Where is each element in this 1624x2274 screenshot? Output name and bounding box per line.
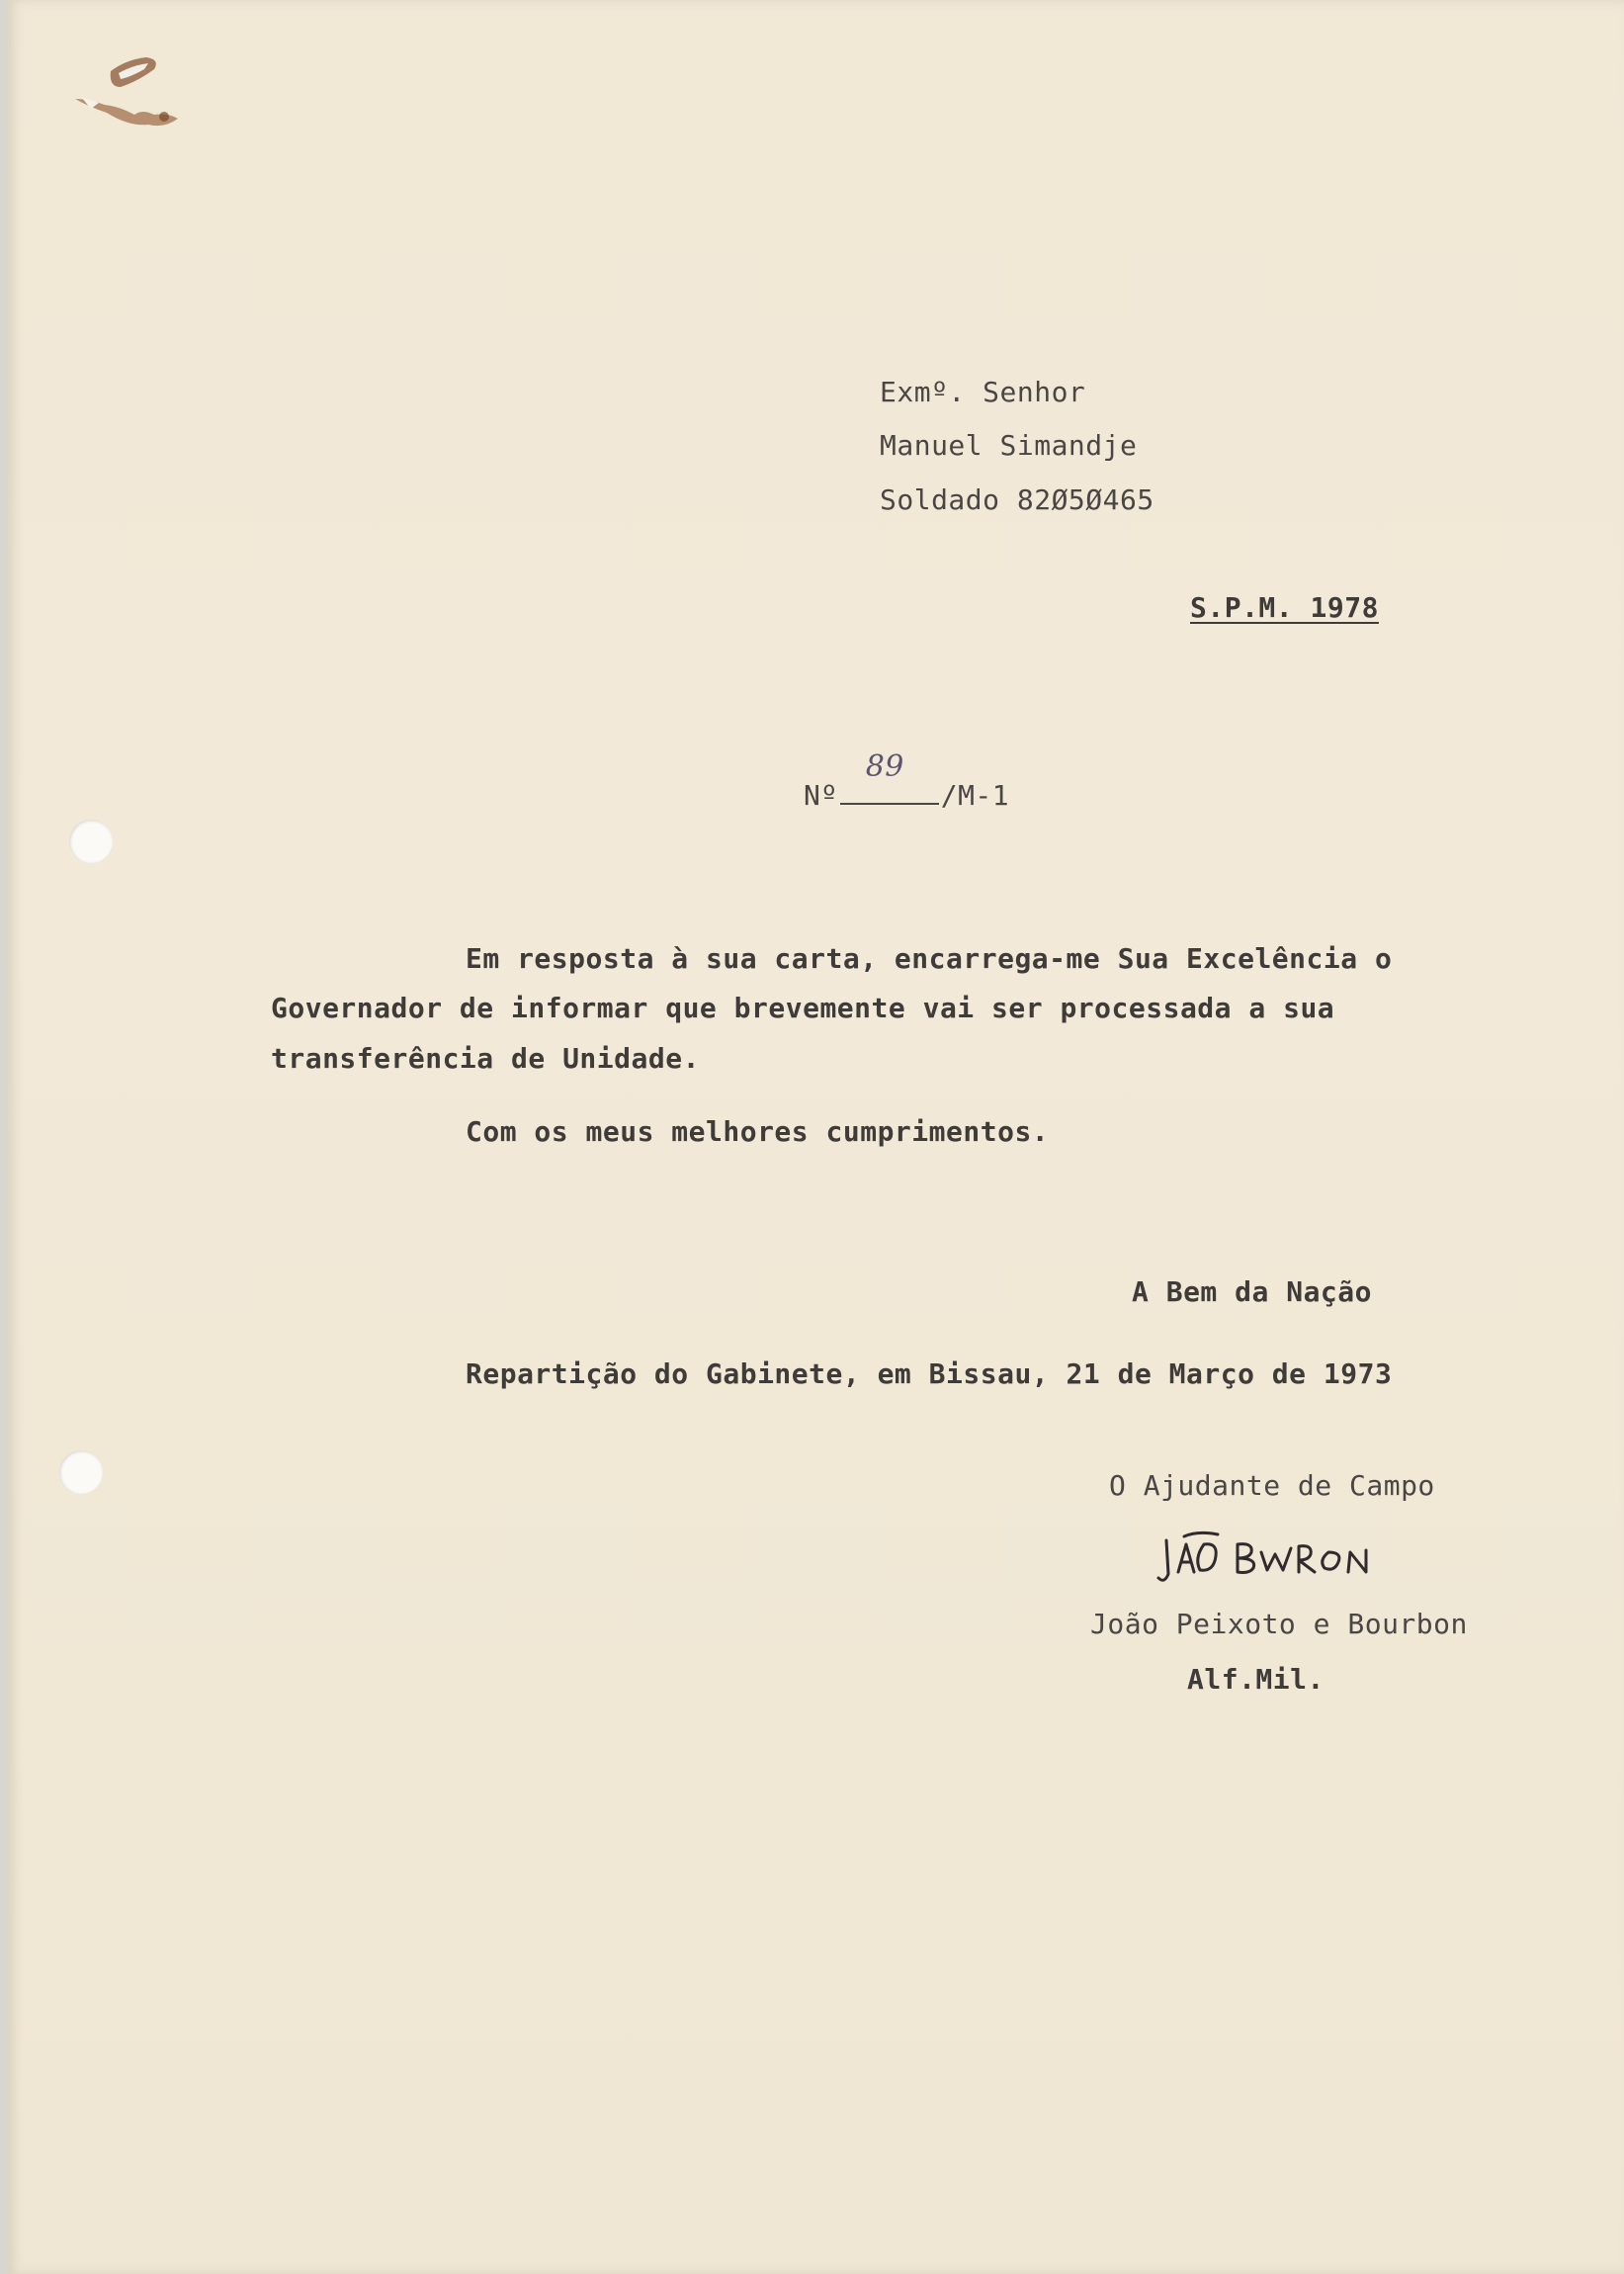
closing-line: Com os meus melhores cumprimentos. (466, 1115, 1050, 1148)
handwritten-signature (1154, 1523, 1411, 1592)
recipient-rank: Soldado 82Ø5Ø465 (880, 483, 1154, 516)
recipient-name: Manuel Simandje (880, 429, 1138, 462)
postal-reference: S.P.M. 1978 (1190, 591, 1379, 624)
motto: A Bem da Nação (1132, 1275, 1373, 1308)
recipient-salutation: Exmº. Senhor (880, 376, 1086, 408)
signatory-rank: Alf.Mil. (1187, 1663, 1325, 1696)
reference-number-field (840, 749, 939, 805)
rust-stain (69, 30, 198, 138)
handwritten-number: 89 (865, 749, 904, 784)
reference-prefix: Nº (804, 779, 838, 812)
signatory-name: João Peixoto e Bourbon (1090, 1608, 1468, 1640)
reference-suffix: /M-1 (940, 779, 1010, 812)
reference-number (804, 749, 1010, 812)
body-line-3: transferência de Unidade. (271, 1042, 700, 1075)
letter-page (8, 0, 1624, 2274)
body-line-1: Em resposta à sua carta, encarrega-me Sua Excelência o (466, 942, 1393, 975)
signatory-role: O Ajudante de Campo (1109, 1469, 1435, 1502)
page-edge (0, 0, 8, 2274)
place-date: Repartição do Gabinete, em Bissau, 21 de Março de 1973 (466, 1357, 1393, 1390)
punch-hole-top (69, 820, 113, 863)
body-line-2: Governador de informar que brevemente vai ser processada a sua (271, 992, 1335, 1024)
punch-hole-bottom (59, 1450, 103, 1494)
